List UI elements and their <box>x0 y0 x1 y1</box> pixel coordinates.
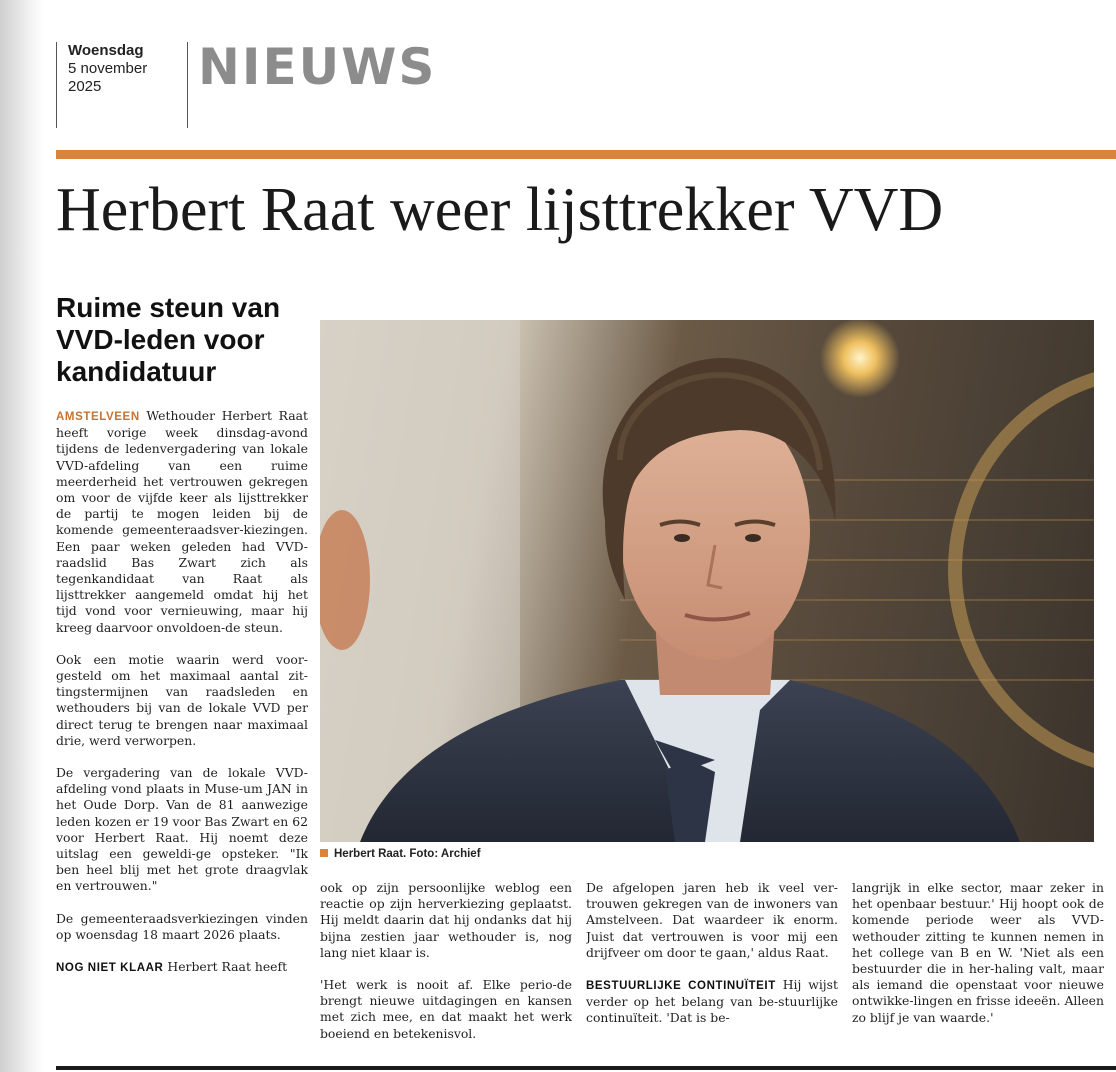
paragraph-2: Ook een motie waarin werd voor-gesteld om het maximaal aantal zit-tingstermijnen van raadsleden en wethouders bij van de lokale VVD per direct terug te brengen naar maximaal drie, werd verworpen. <box>56 651 308 748</box>
issue-day-month: 5 november <box>68 60 148 77</box>
article-subhead: Ruime steun van VVD-leden voor kandidatuur <box>56 292 281 387</box>
paragraph-1 <box>56 408 308 636</box>
col2-paragraph-1: ook op zijn persoonlijke weblog een reactie op zijn herverkiezing geplaatst. Hij meldt daarin dat hij ondanks dat hij bijna zestien jaar wethouder is, nog lang niet klaar is. <box>320 880 572 960</box>
portrait-illustration <box>320 320 1094 842</box>
paragraph-5-text: Herbert Raat heeft <box>167 959 288 975</box>
article-column-1 <box>56 408 308 1064</box>
issue-day: Woensdag <box>68 42 144 59</box>
paragraph-3: De vergadering van de lokale VVD-afdeling vond plaats in Muse-um JAN in het Oude Dorp. Van de 81 aanwezige leden kozen er 19 voor Bas Zwart en 62 voor Herbert Raat. Hij noemt deze uitslag een geweldi-ge opsteker. "Ik ben heel blij met het grote draagvlak en vertrouwen." <box>56 765 308 894</box>
section-title: NIEUWS <box>198 38 437 96</box>
photo-caption <box>320 848 920 860</box>
caption-text: Herbert Raat. Foto: Archief <box>334 848 481 860</box>
paragraph-1-text: Wethouder Herbert Raat heeft vorige week dinsdag-avond tijdens de ledenvergadering van lokale VVD-afdeling van een ruime meerderheid het vertrouwen gekregen om voor de vijfde keer als lijsttrekker de partij te mogen leiden bij de komende gemeenteraadsver-kiezingen. Een paar weken geleden had VVD-raadslid Bas Zwart zich als tegenkandidaat van Raat als lijsttrekker aangemeld omdat hij het tijd vond voor vernieuwing, maar hij kreeg daarvoor onvoldoen-de steun. <box>56 408 308 635</box>
col3-paragraph-1: De afgelopen jaren heb ik veel ver-trouwen gekregen van de inwoners van Amstelveen. Dat waardeer ik enorm. Juist dat vertrouwen is voor mij een drijfveer om door te gaan,' aldus Raat. <box>586 880 838 960</box>
intertitle-bestuurlijke-continuiteit: BESTUURLIJKE CONTINUÏTEIT <box>586 980 776 993</box>
accent-bar <box>56 150 1116 159</box>
article-column-2 <box>320 880 572 1064</box>
col4-paragraph-1: langrijk in elke sector, maar zeker in het openbaar bestuur.' Hij hoopt ook de komende periode weer als VVD-wethouder zitting te kunnen nemen in het college van B en W. 'Niet als een bestuurder die in her-haling valt, maar als iemand die openstaat voor nieuwe ontwikke-lingen en frisse ideeën. Alleen zo blijf je van waarde.' <box>852 880 1104 1025</box>
col3-paragraph-2 <box>586 977 838 1027</box>
intertitle-nog-niet-klaar: NOG NIET KLAAR <box>56 962 164 975</box>
article-photo <box>320 320 1094 842</box>
page-fold-shadow <box>0 0 44 1072</box>
bottom-rule <box>56 1066 1116 1070</box>
article-column-3 <box>586 880 838 1064</box>
issue-year: 2025 <box>68 78 102 95</box>
col2-paragraph-2: 'Het werk is nooit af. Elke perio-de brengt nieuwe uitdagingen en kansen met zich mee, en dat maakt het werk boeiend en betekenisvol. <box>320 977 572 1041</box>
paragraph-4: De gemeenteraadsverkiezingen vinden op woensdag 18 maart 2026 plaats. <box>56 910 308 942</box>
date-divider <box>56 42 57 128</box>
paragraph-5 <box>56 959 308 976</box>
caption-marker-icon <box>320 849 328 857</box>
article-headline: Herbert Raat weer lijsttrekker VVD <box>56 176 944 244</box>
dateline: AMSTELVEEN <box>56 411 140 423</box>
issue-date <box>68 42 178 96</box>
col3-paragraph-2-text: Hij wijst verder op het belang van be-stuurlijke continuïteit. 'Dat is be- <box>586 977 838 1026</box>
article-column-4 <box>852 880 1104 1064</box>
section-divider <box>187 42 188 128</box>
